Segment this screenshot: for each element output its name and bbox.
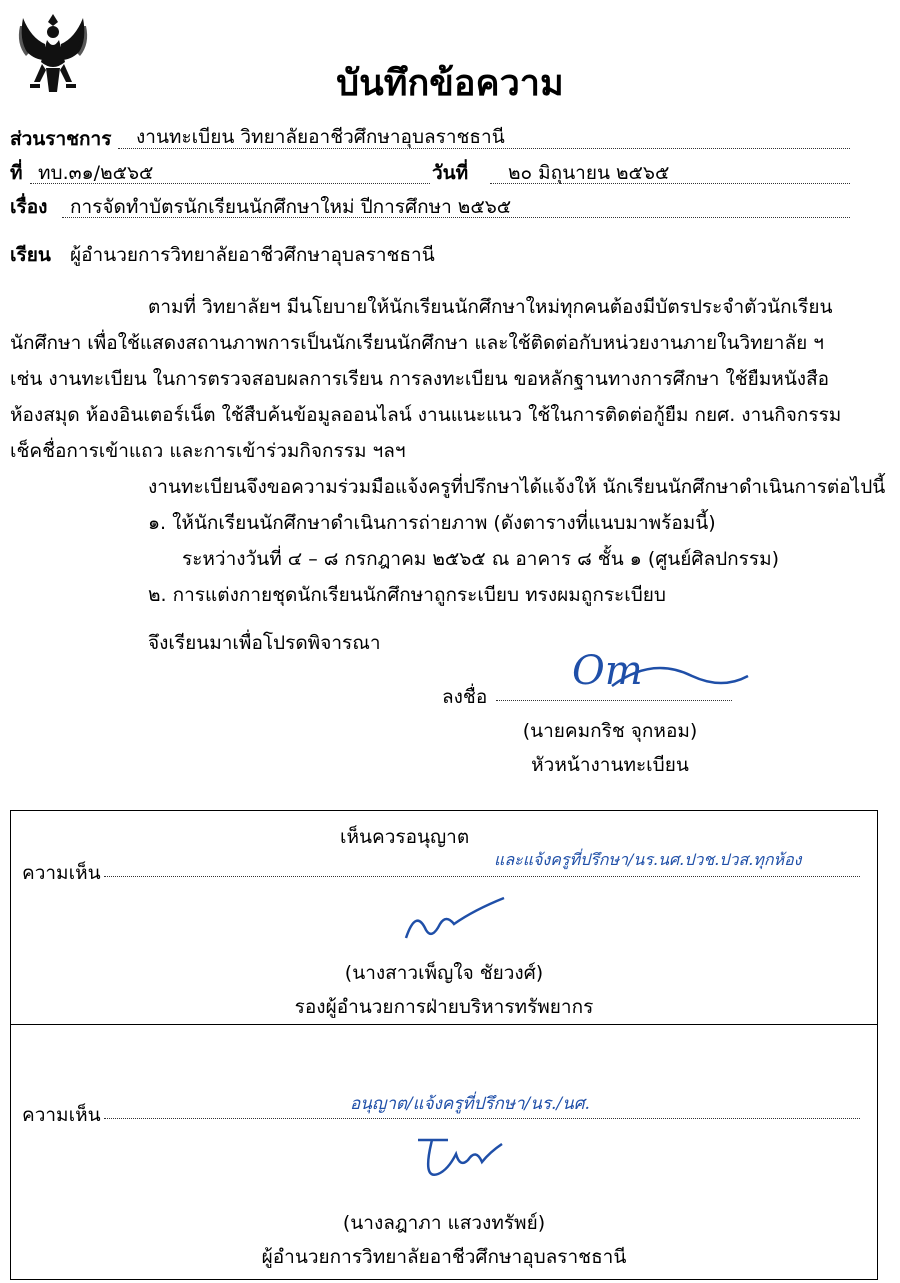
body-line-5: เช็คชื่อการเข้าแถว และการเข้าร่วมกิจกรรม ฯลฯ: [10, 440, 406, 462]
ref-label: ที่: [10, 162, 23, 184]
agency-dotted-line: [118, 148, 850, 149]
ref-value: ทบ.๓๑/๒๕๖๕: [38, 162, 154, 184]
opinion2-dotted-line: [104, 1118, 860, 1119]
signer-name: (นายคมกริช จุกหอม): [522, 720, 698, 742]
opinion2-signature: [410, 1130, 520, 1190]
ref-dotted-line: [30, 183, 430, 184]
opinion2-label: ความเห็น: [22, 1104, 101, 1126]
opinion-divider: [10, 1024, 878, 1025]
signature-flourish: [610, 658, 750, 698]
body-line-6: งานทะเบียนจึงขอความร่วมมือแจ้งครูที่ปรึกษาได้แจ้งให้ นักเรียนนักศึกษาดำเนินการต่อไปนี้: [148, 476, 886, 498]
opinion1-top-note: เห็นควรอนุญาต: [340, 826, 470, 848]
subject-label: เรื่อง: [10, 196, 48, 218]
opinion1-signature: [400, 896, 510, 946]
opinion2-position: ผู้อำนวยการวิทยาลัยอาชีวศึกษาอุบลราชธานี: [261, 1246, 627, 1268]
body-line-4: ห้องสมุด ห้องอินเตอร์เน็ต ใช้สืบค้นข้อมูลออนไลน์ งานแนะแนว ใช้ในการติดต่อกู้ยืม กยศ. งานกิจกรรม: [10, 404, 842, 426]
opinion1-dotted-line: [104, 876, 860, 877]
opinion2-name: (นางลฎาภา แสวงทรัพย์): [342, 1212, 546, 1234]
signature-label: ลงชื่อ: [442, 686, 488, 708]
opinion1-name: (นางสาวเพ็ญใจ ชัยวงศ์): [344, 962, 544, 984]
signature-dotted-line: [496, 700, 732, 701]
opinion1-handwriting: และแจ้งครูที่ปรึกษา/นร.นศ.ปวช.ปวส.ทุกห้อง: [494, 850, 802, 869]
signer-position: หัวหน้างานทะเบียน: [531, 754, 689, 776]
list-item-1: ๑. ให้นักเรียนนักศึกษาดำเนินการถ่ายภาพ (ดังตารางที่แนบมาพร้อมนี้): [148, 512, 716, 534]
signature-handwriting: Om: [572, 648, 643, 694]
agency-value: งานทะเบียน วิทยาลัยอาชีวศึกษาอุบลราชธานี: [136, 126, 505, 148]
date-value: ๒๐ มิถุนายน ๒๕๖๕: [508, 162, 670, 184]
page-title: บันทึกข้อความ: [336, 63, 564, 104]
list-item-1-detail: ระหว่างวันที่ ๔ – ๘ กรกฎาคม ๒๕๖๕ ณ อาคาร ๘ ชั้น ๑ (ศูนย์ศิลปกรรม): [182, 548, 780, 570]
agency-label: ส่วนราชการ: [10, 128, 112, 150]
date-label: วันที่: [432, 162, 469, 184]
subject-dotted-line: [62, 217, 850, 218]
salutation-value: ผู้อำนวยการวิทยาลัยอาชีวศึกษาอุบลราชธานี: [70, 244, 435, 266]
closing-line: จึงเรียนมาเพื่อโปรดพิจารณา: [148, 632, 381, 654]
body-line-1: ตามที่ วิทยาลัยฯ มีนโยบายให้นักเรียนนักศึกษาใหม่ทุกคนต้องมีบัตรประจำตัวนักเรียน: [148, 296, 833, 318]
body-line-3: เช่น งานทะเบียน ในการตรวจสอบผลการเรียน การลงทะเบียน ขอหลักฐานทางการศึกษา ใช้ยืมหนังสือ: [10, 368, 830, 390]
date-dotted-line: [490, 183, 850, 184]
subject-value: การจัดทำบัตรนักเรียนนักศึกษาใหม่ ปีการศึกษา ๒๕๖๕: [70, 196, 512, 218]
list-item-2: ๒. การแต่งกายชุดนักเรียนนักศึกษาถูกระเบียบ ทรงผมถูกระเบียบ: [148, 584, 666, 606]
opinion2-handwriting: อนุญาต/แจ้งครูที่ปรึกษา/นร./นศ.: [350, 1094, 590, 1114]
salutation-label: เรียน: [10, 244, 51, 266]
opinion1-label: ความเห็น: [22, 862, 101, 884]
opinion1-position: รองผู้อำนวยการฝ่ายบริหารทรัพยากร: [294, 996, 594, 1018]
body-line-2: นักศึกษา เพื่อใช้แสดงสถานภาพการเป็นนักเรียนนักศึกษา และใช้ติดต่อกับหน่วยงานภายในวิทยาลัย ฯ: [10, 332, 824, 354]
